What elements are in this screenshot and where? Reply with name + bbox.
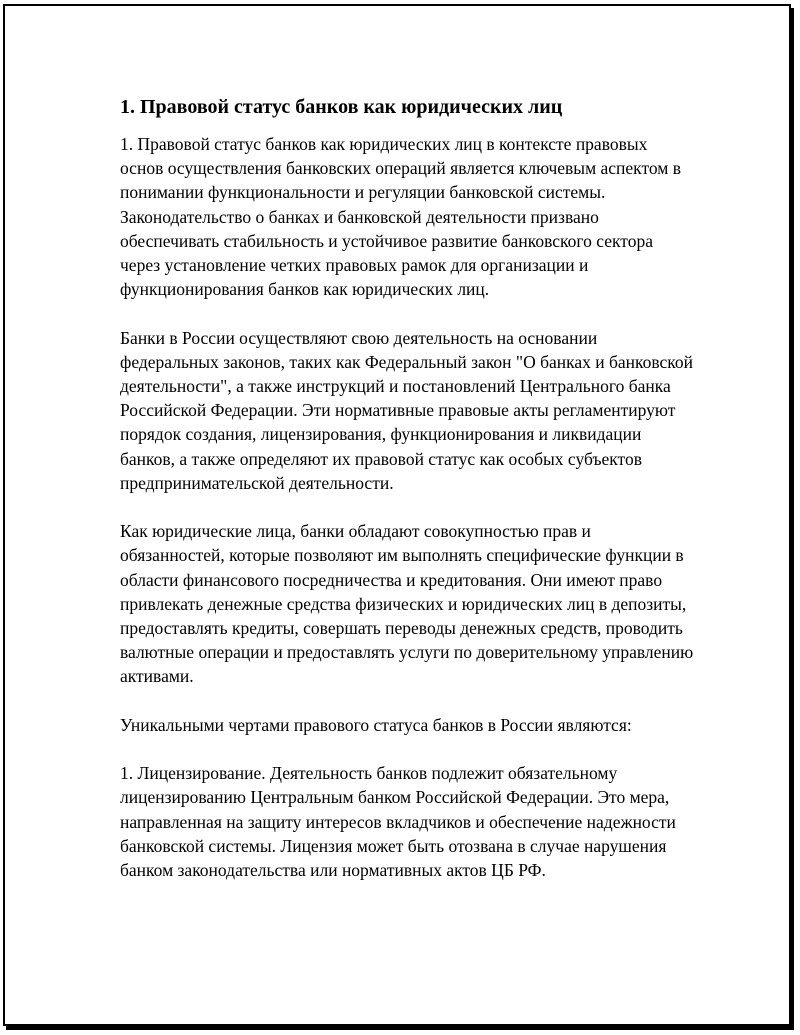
paragraph-legal-basis: Банки в России осуществляют свою деятельность на основании федеральных законов, таких как Федеральный закон "О банках и банковской деятельности", а также инструкций и постановлений Центрального банка Российской Федерации. Эти нормативные правовые акты регламентируют порядок создания, лицензирования, функционирования и ликвидации банков, а также определяют их правовой статус как особых субъектов предпринимательской деятельности.	[120, 327, 694, 493]
document-content	[120, 94, 695, 906]
paragraph-licensing: 1. Лицензирование. Деятельность банков подлежит обязательному лицензированию Центральным банком Российской Федерации. Это мера, направленная на защиту интересов вкладчиков и обеспечение надежности банковской системы. Лицензия может быть отозвана в случае нарушения банком законодательства или нормативных актов ЦБ РФ.	[120, 763, 676, 881]
paragraph-intro: 1. Правовой статус банков как юридических лиц в контексте правовых основ осуществления банковских операций является ключевым аспектом в понимании функциональности и регуляции банковской системы. Законодательство о банках и банковской деятельности призвано обеспечивать стабильность и устойчивое развитие банковского сектора через установление четких правовых рамок для организации и функционирования банков как юридических лиц.	[120, 134, 681, 300]
paragraph-rights-duties: Как юридические лица, банки обладают совокупностью прав и обязанностей, которые позволяют им выполнять специфические функции в области финансового посредничества и кредитования. Они имеют право привлекать денежные средства физических и юридических лиц в депозиты, предоставлять кредиты, совершать переводы денежных средств, проводить валютные операции и предоставлять услуги по доверительному управлению активами.	[120, 521, 694, 687]
paragraph-unique-features-intro: Уникальными чертами правового статуса банков в России являются:	[120, 714, 632, 735]
section-heading: 1. Правовой статус банков как юридических лиц	[120, 96, 563, 118]
document-page	[3, 4, 791, 1026]
